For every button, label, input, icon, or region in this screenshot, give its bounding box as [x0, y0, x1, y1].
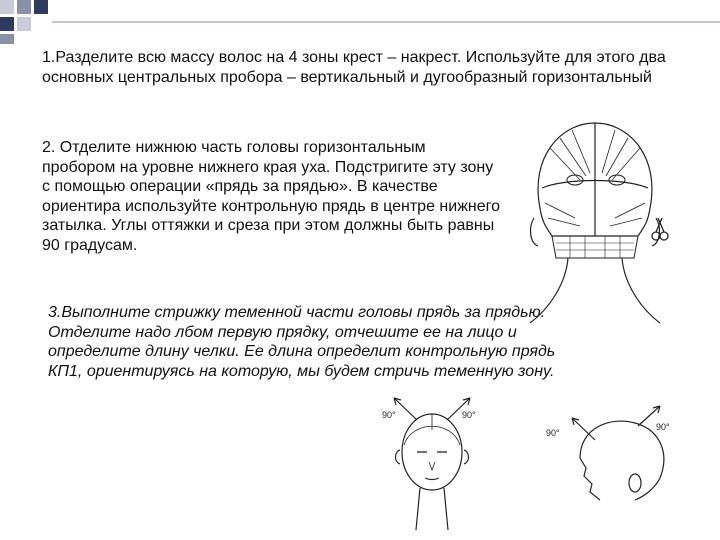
angle-label-left: 90° [382, 410, 396, 420]
ear-right [464, 450, 469, 464]
angle-label-front: 90° [546, 428, 560, 438]
face-profile [580, 458, 600, 500]
cut-grid [556, 236, 634, 258]
step-2-text: 2. Отделите нижнюю часть головы горизонтальным пробором на уровне нижнего края уха. Подстригите эту зону с помощью операции «прядь за прядью». В качестве ориентира используйте контрольную прядь в центре нижнего затылка. Углы оттяжки и среза при этом должны быть равны 90 градусам. [42, 139, 501, 254]
head-profile [580, 421, 664, 500]
neck-left [530, 258, 568, 323]
head-back-illustration [520, 118, 670, 338]
deco-square [17, 17, 31, 31]
deco-square [34, 0, 48, 14]
hair-clip-left [567, 175, 583, 185]
ear-left [396, 450, 401, 464]
head-front-illustration [372, 390, 492, 538]
neck [416, 488, 448, 530]
nose [429, 462, 435, 470]
neck-right [622, 258, 660, 323]
mouth [425, 478, 439, 480]
arrow-front [572, 418, 595, 440]
step-1-text: 1.Разделите всю массу волос на 4 зоны крест – накрест. Используйте для этого два основных центральных пробора – вертикальный и дугообразный горизонтальный [42, 49, 666, 86]
hair-clip-right [609, 175, 625, 185]
ear [629, 474, 641, 492]
cut-section [552, 236, 638, 258]
deco-square [0, 34, 14, 44]
decorative-squares [0, 0, 720, 44]
deco-square [17, 0, 31, 14]
head-side-illustration [540, 388, 680, 518]
ear-left [531, 218, 538, 246]
deco-square [0, 17, 14, 31]
angle-label-back: 90° [656, 422, 670, 432]
arrow-left [394, 398, 417, 420]
angle-label-right: 90° [462, 410, 476, 420]
deco-square [0, 0, 14, 14]
step-3-text: 3.Выполните стрижку теменной части головы прядь за прядью. Отделите надо лбом первую прядку, отчешите ее на лицо и определите длину челки. Ее длина определит контрольную прядь КП1, ориентируясь на которую, мы будем стричь теменную зону. [48, 304, 556, 380]
